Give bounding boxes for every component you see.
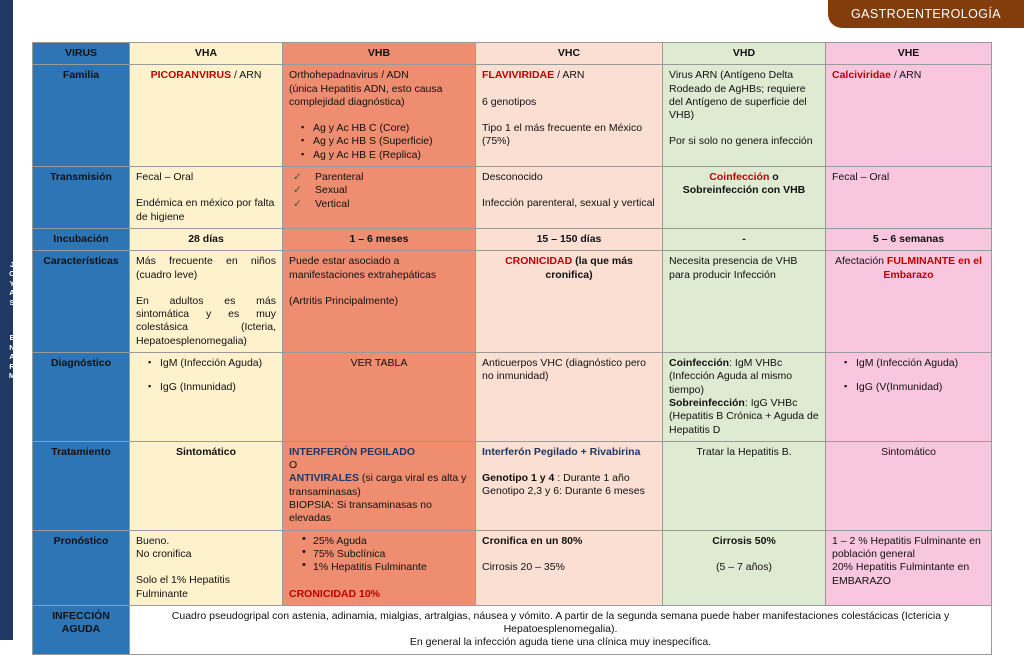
table-header-row (33, 43, 992, 65)
cell-caracteristicas-vhb (283, 251, 476, 353)
pronostico-vhb-cronicidad: CRONICIDAD 10% (289, 587, 381, 600)
cell-familia-vhc (476, 65, 663, 167)
cell-incubacion-vhb: 1 – 6 meses (283, 228, 476, 250)
cell-familia-vhd (663, 65, 826, 167)
list-item: • 75% Subclínica (303, 548, 469, 561)
rail-letter: R (9, 361, 15, 371)
tratamiento-vhc-line2 (482, 472, 656, 485)
cell-caracteristicas-vhc (476, 251, 663, 353)
list-item: ▪ IgG (V(Inmunidad) (846, 381, 985, 394)
rail-letter: M (8, 371, 16, 380)
column-header-vhb: VHB (283, 43, 476, 65)
pronostico-vhe-line2: 20% Hepatitis Fulmintante en EMBARAZO (832, 561, 970, 587)
cell-transmision-vhd (663, 167, 826, 229)
cell-pronostico-vhb (283, 530, 476, 605)
transmision-vhd-tail: o (769, 171, 779, 184)
cell-diagnostico-vhc (476, 353, 663, 442)
list-item: ▪ IgM (Infección Aguda) (846, 357, 985, 370)
transmision-vha-line1: Fecal – Oral (136, 171, 194, 184)
familia-vhe-name: Calciviridae (832, 69, 891, 82)
row-label-diagnostico: Diagnóstico (33, 353, 130, 442)
list-item: ✓ Parenteral (289, 171, 469, 184)
row-label-pronostico: Pronóstico (33, 530, 130, 605)
familia-vha-name: PICORANVIRUS (150, 69, 232, 82)
caracteristicas-vha-line2: En adultos es más sintomática y es muy colestásica (Icteria, Hepatoesplenomegalia) (136, 294, 276, 347)
table-row-pronostico (33, 530, 992, 605)
diagnostico-vhe-bullets (832, 357, 985, 395)
pronostico-vha-line3: Solo el 1% Hepatitis Fulminante (136, 574, 230, 600)
list-item: ▪ IgG (Inmunidad) (150, 381, 276, 394)
transmision-vhb-checklist (289, 171, 469, 211)
specialty-badge (828, 0, 1024, 28)
familia-vha-rest: / ARN (231, 69, 262, 82)
familia-vhc-line1 (482, 69, 656, 82)
caracteristicas-vhb-line1: Puede estar asociado a manifestaciones extrahepáticas (289, 255, 437, 281)
row-label-incubacion: Incubación (33, 228, 130, 250)
cell-diagnostico-vhe (826, 353, 992, 442)
tratamiento-vhc-line3: Genotipo 2,3 y 6: Durante 6 meses (482, 485, 645, 498)
infeccion-aguda-line1: Cuadro pseudogripal con astenia, adinamia, mialgias, artralgias, náusea y vómito. A partir de la segunda semana puede haber manifestaciones colestácicas (Ictericia y Hepatoesplenomegalia). (171, 609, 950, 636)
row-label-caracteristicas: Características (33, 251, 130, 353)
transmision-vhc-line2: Infección parenteral, sexual y vertical (482, 197, 655, 210)
familia-vhd-line2: Por si solo no genera infección (669, 135, 813, 148)
diagnostico-vhd-block2 (669, 397, 819, 437)
familia-vhe-rest: / ARN (890, 69, 922, 82)
list-item: ▪ Ag y Ac HB C (Core) (303, 122, 469, 135)
cell-pronostico-vha (130, 530, 283, 605)
column-header-vhe: VHE (826, 43, 992, 65)
rail-letter: A (9, 288, 15, 297)
pronostico-vhc-line1: Cronifica en un 80% (482, 534, 583, 547)
hepatitis-comparison-table (32, 42, 992, 655)
infeccion-aguda-line2: En general la infección aguda tiene una clínica muy inespecífica. (409, 636, 712, 649)
pronostico-vhd-line2: (5 – 7 años) (715, 560, 773, 573)
list-item: ▪ Ag y Ac HB E (Replica) (303, 149, 469, 162)
caracteristicas-vhd-line1: Necesita presencia de VHB para producir Infección (669, 255, 798, 281)
cell-incubacion-vhe: 5 – 6 semanas (826, 228, 992, 250)
rail-letter: A (9, 352, 15, 361)
cell-caracteristicas-vhe (826, 251, 992, 353)
table-row-caracteristicas (33, 251, 992, 353)
list-item: ▪ IgM (Infección Aguda) (150, 357, 276, 370)
tratamiento-vhc-line1: Interferón Pegilado + Rivabirina (482, 445, 641, 458)
familia-vhd-line1: Virus ARN (Antígeno Delta Rodeado de AgHBs; requiere del Antígeno de superficie del VHB) (669, 69, 807, 122)
cell-tratamiento-vhc (476, 441, 663, 530)
cell-tratamiento-vhd: Tratar la Hepatitis B. (663, 441, 826, 530)
row-label-tratamiento: Tratamiento (33, 441, 130, 530)
diagnostico-vhd-sobreinfeccion-label: Sobreinfección (669, 396, 745, 409)
rail-letter: Y (9, 278, 15, 288)
list-item: • 25% Aguda (303, 535, 469, 548)
table-row-transmision (33, 167, 992, 229)
cell-caracteristicas-vha (130, 251, 283, 353)
table-row-tratamiento (33, 441, 992, 530)
cell-diagnostico-vhb: VER TABLA (283, 353, 476, 442)
tratamiento-vhb-antivirales: ANTIVIRALES (289, 472, 360, 485)
list-item: ▪ Ag y Ac HB S (Superficie) (303, 135, 469, 148)
rail-letter: S (9, 297, 15, 307)
list-item: • 1% Hepatitis Fulminante (303, 561, 469, 574)
cell-familia-vhb (283, 65, 476, 167)
column-header-vhc: VHC (476, 43, 663, 65)
column-header-virus: VIRUS (33, 43, 130, 65)
transmision-vhe-line1: Fecal – Oral (832, 171, 890, 184)
caracteristicas-vha-line1: Más frecuente en niños (cuadro leve) (136, 255, 276, 281)
row-label-infeccion-aguda: INFECCIÓN AGUDA (33, 605, 130, 654)
table-row-diagnostico (33, 353, 992, 442)
table-row-familia (33, 65, 992, 167)
cell-transmision-vhc (476, 167, 663, 229)
cell-familia-vhe (826, 65, 992, 167)
cell-diagnostico-vha (130, 353, 283, 442)
diagnostico-vhc-line1: Anticuerpos VHC (diagnóstico pero no inmunidad) (482, 357, 647, 383)
pronostico-vhc-line2: Cirrosis 20 – 35% (482, 560, 565, 573)
caracteristicas-vhe-fulminante: FULMINANTE en el Embarazo (883, 255, 983, 281)
familia-vhc-name: FLAVIVIRIDAE (482, 69, 555, 82)
cell-incubacion-vha: 28 días (130, 228, 283, 250)
diagnostico-vhd-block1 (669, 357, 819, 397)
cell-transmision-vha (130, 167, 283, 229)
tratamiento-vhb-interferon: INTERFERÓN PEGILADO (289, 445, 416, 458)
cell-caracteristicas-vhd (663, 251, 826, 353)
rail-letter: N (9, 342, 15, 352)
rail-letter: E (9, 333, 15, 342)
diagnostico-vhd-sobreinfeccion-text: : IgG VHBc (Hepatitis B Crónica + Aguda de Hepatitis D (669, 396, 819, 436)
cell-pronostico-vhd (663, 530, 826, 605)
familia-vhb-line3: complejidad diagnóstica) (289, 95, 405, 108)
familia-vhc-line2: 6 genotipos (482, 95, 537, 108)
cell-tratamiento-vhe: Sintomático (826, 441, 992, 530)
tratamiento-vhc-genotipo14: Genotipo 1 y 4 (482, 472, 555, 485)
cell-infeccion-aguda-text (130, 605, 992, 654)
tratamiento-vhb-biopsia: BIOPSIA: Si transaminasas no elevadas (289, 499, 432, 525)
tratamiento-vhb-antivirales-note: (si carga viral es alta y transaminasas) (289, 472, 467, 498)
cell-familia-vha (130, 65, 283, 167)
caracteristicas-vhe-pre: Afectación (834, 255, 887, 268)
pronostico-vhb-bullets (289, 535, 469, 575)
column-header-vhd: VHD (663, 43, 826, 65)
table-row-incubacion (33, 228, 992, 250)
cell-diagnostico-vhd (663, 353, 826, 442)
tratamiento-vhb-or: O (289, 459, 298, 472)
familia-vhc-line3: Tipo 1 el más frecuente en México (75%) (482, 121, 643, 148)
cell-incubacion-vhc: 15 – 150 días (476, 228, 663, 250)
list-item: ✓ Sexual (289, 184, 469, 197)
caracteristicas-vhb-line2: (Artritis Principalmente) (289, 294, 399, 307)
diagnostico-vhd-coinfeccion-text: : IgM VHBc (Infección Aguda al mismo tiempo) (669, 357, 793, 396)
familia-vhb-bullets (289, 122, 469, 162)
cell-incubacion-vhd: - (663, 228, 826, 250)
pronostico-vha-line2: No cronifica (136, 547, 192, 560)
cell-transmision-vhe (826, 167, 992, 229)
tratamiento-vhb-antivirales-line (289, 472, 469, 499)
transmision-vhd-line2: Sobreinfección con VHB (682, 184, 806, 197)
transmision-vhd-coinfeccion: Coinfección (709, 171, 770, 184)
cell-tratamiento-vha (130, 441, 283, 530)
rail-letter: O (9, 269, 15, 278)
left-vertical-rail (0, 0, 16, 640)
diagnostico-vhd-coinfeccion-label: Coinfección (669, 357, 730, 370)
table-row-infeccion-aguda (33, 605, 992, 654)
cell-pronostico-vhe (826, 530, 992, 605)
cell-transmision-vhb (283, 167, 476, 229)
pronostico-vhe-line1: 1 – 2 % Hepatitis Fulminante en población general (832, 534, 981, 560)
specialty-label: GASTROENTEROLOGÍA (851, 7, 1001, 21)
transmision-vha-line2: Endémica en méxico por falta de higiene (136, 197, 275, 223)
caracteristicas-vhc-rest: (la que más cronifica) (545, 255, 633, 281)
row-label-familia: Familia (33, 65, 130, 167)
column-header-vha: VHA (130, 43, 283, 65)
cell-pronostico-vhc (476, 530, 663, 605)
pronostico-vha-line1: Bueno. (136, 534, 170, 547)
list-item: ✓ Vertical (289, 198, 469, 211)
cell-tratamiento-vhb (283, 441, 476, 530)
rail-letter: J (9, 259, 15, 269)
familia-vhb-line1: Orthohepadnavirus / ADN (289, 69, 409, 82)
pronostico-vhd-line1: Cirrosis 50% (712, 534, 776, 547)
familia-vhb-line2: (única Hepatitis ADN, esto causa (289, 82, 443, 95)
familia-vhc-rest: / ARN (554, 69, 585, 82)
transmision-vhc-line1: Desconocido (482, 171, 543, 184)
tratamiento-vha-text: Sintomático (175, 445, 237, 458)
transmision-vhd-line1 (669, 171, 819, 184)
tratamiento-vhc-genotipo14-dur: : Durante 1 año (554, 472, 630, 485)
diagnostico-vha-bullets (136, 357, 276, 395)
caracteristicas-vhc-cronicidad: CRONICIDAD (505, 255, 573, 268)
row-label-transmision: Transmisión (33, 167, 130, 229)
